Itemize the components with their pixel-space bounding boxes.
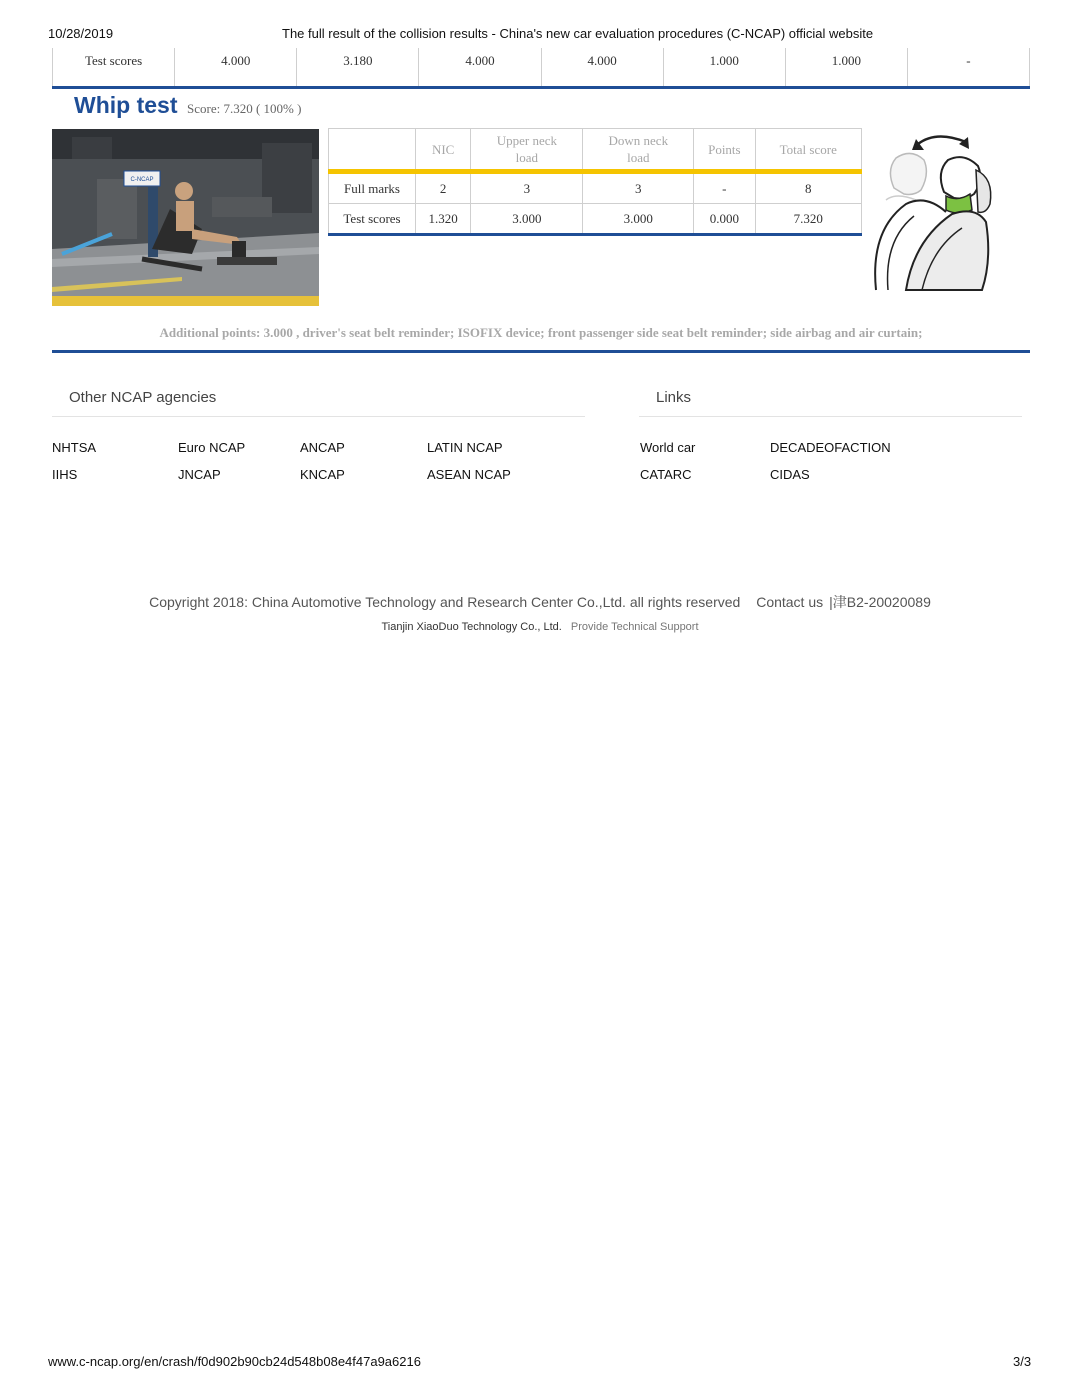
print-date: 10/28/2019 [48, 26, 114, 41]
agency-link-latin-ncap[interactable]: LATIN NCAP [427, 440, 503, 455]
print-page-title: The full result of the collision results - China's new car evaluation procedures (C-NCAP) official website [282, 26, 874, 41]
column-header: Total score [755, 129, 862, 172]
technical-support-line [0, 621, 1080, 633]
agency-link-iihs[interactable]: IIHS [52, 467, 78, 482]
agencies-heading: Other NCAP agencies [69, 389, 217, 406]
table-cell: 1.320 [416, 204, 471, 235]
column-header: NIC [416, 129, 471, 172]
whip-test-title: Whip test [74, 92, 178, 118]
copyright-line [0, 592, 1080, 612]
link-world-car[interactable]: World car [640, 440, 696, 455]
table-row [329, 204, 862, 235]
agency-link-nhtsa[interactable]: NHTSA [52, 440, 97, 455]
whiplash-seat-illustration [866, 130, 1000, 294]
table-header-row [329, 129, 862, 172]
row-label: Test scores [329, 204, 416, 235]
table-cell: 3 [471, 172, 583, 204]
agency-link-asean-ncap[interactable]: ASEAN NCAP [427, 467, 511, 482]
table-cell: 3.000 [471, 204, 583, 235]
section-divider [52, 350, 1030, 353]
test-score-cell: 4.000 [175, 48, 297, 86]
table-cell: 3.000 [583, 204, 694, 235]
link-decadeofaction[interactable]: DECADEOFACTION [770, 440, 891, 455]
agency-link-ancap[interactable]: ANCAP [300, 440, 345, 455]
whip-test-table [328, 128, 862, 236]
agency-link-euro-ncap[interactable]: Euro NCAP [178, 440, 246, 455]
link-cidas[interactable]: CIDAS [770, 467, 810, 482]
copyright-text: Copyright 2018: China Automotive Technology and Research Center Co.,Ltd. all rights reserved [149, 594, 741, 610]
table-corner-cell [329, 129, 416, 172]
agency-link-kncap[interactable]: KNCAP [300, 467, 345, 482]
test-score-cell: 4.000 [419, 48, 541, 86]
table-cell: 3 [583, 172, 694, 204]
section-divider [52, 86, 1030, 89]
table-cell: - [694, 172, 755, 204]
table-cell: 7.320 [755, 204, 862, 235]
print-url: www.c-ncap.org/en/crash/f0d902b90cb24d548b08e4f47a9a6216 [48, 1354, 421, 1369]
whip-test-photo [52, 129, 319, 306]
test-score-cell: 1.000 [786, 48, 908, 86]
test-scores-label: Test scores [52, 48, 175, 86]
test-score-cell: 3.180 [297, 48, 419, 86]
table-cell: 2 [416, 172, 471, 204]
column-header: Points [694, 129, 755, 172]
table-cell: 0.000 [694, 204, 755, 235]
support-text: Provide Technical Support [570, 621, 699, 633]
whip-test-score: Score: 7.320 ( 100% ) [187, 101, 302, 116]
test-score-cell: 4.000 [542, 48, 664, 86]
support-company: Tianjin XiaoDuo Technology Co., Ltd. [381, 621, 562, 633]
contact-us-link[interactable]: Contact us [756, 594, 824, 610]
test-score-cell: 1.000 [664, 48, 786, 86]
table-row [329, 172, 862, 204]
row-label: Full marks [329, 172, 416, 204]
column-header: Down neck load [583, 129, 694, 172]
license-number: |津B2-20020089 [829, 594, 931, 610]
links-divider [639, 416, 1022, 417]
agency-link-jncap[interactable]: JNCAP [178, 467, 221, 482]
agencies-divider [52, 416, 585, 417]
print-page-number: 3/3 [1013, 1354, 1032, 1369]
additional-points-note: Additional points: 3.000 , driver's seat belt reminder; ISOFIX device; front passenger side seat belt reminder; side airbag and air curtain; [159, 325, 923, 340]
link-catarc[interactable]: CATARC [640, 467, 692, 482]
links-heading: Links [656, 389, 692, 406]
test-scores-row [52, 48, 1030, 86]
photo-badge: C-NCAP [130, 177, 154, 183]
test-score-cell: - [908, 48, 1030, 86]
table-cell: 8 [755, 172, 862, 204]
column-header: Upper neck load [471, 129, 583, 172]
